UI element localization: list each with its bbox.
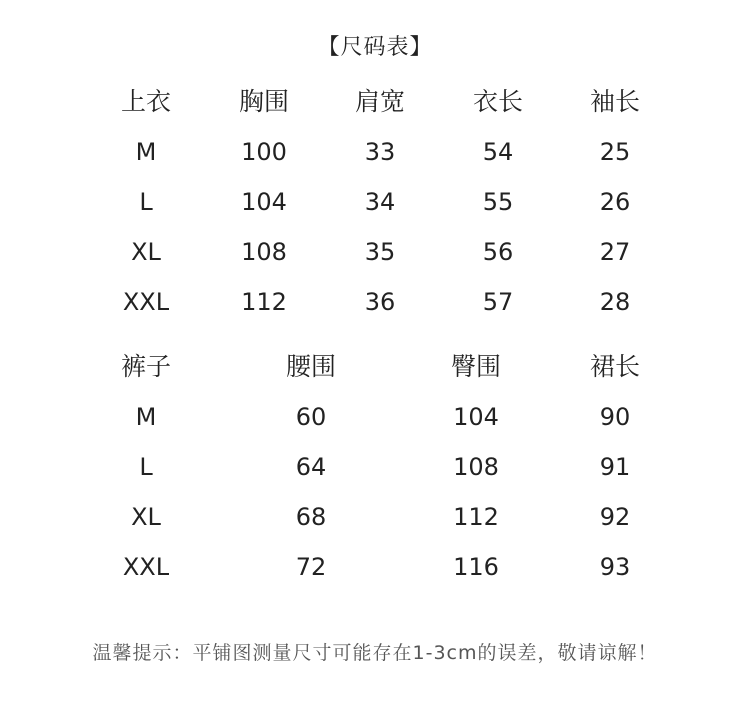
tops-sleeve-cell: 27 bbox=[599, 238, 631, 266]
pants-size-cell: XXL bbox=[122, 553, 170, 581]
tops-chest-cell: 112 bbox=[241, 288, 287, 316]
tops-header-category: 上衣 bbox=[120, 87, 171, 116]
pants-skirt-length-cell: 93 bbox=[599, 553, 631, 581]
pants-header-waist: 腰围 bbox=[285, 352, 336, 381]
tops-sleeve-cell: 28 bbox=[599, 288, 631, 316]
tops-header-chest: 胸围 bbox=[238, 87, 289, 116]
tops-length-cell: 56 bbox=[482, 238, 514, 266]
pants-hip-cell: 116 bbox=[453, 553, 499, 581]
tops-length-cell: 54 bbox=[482, 138, 514, 166]
tops-shoulder-cell: 34 bbox=[364, 188, 396, 216]
pants-skirt-length-cell: 92 bbox=[599, 503, 631, 531]
pants-skirt-length-cell: 91 bbox=[599, 453, 631, 481]
tops-header-sleeve: 袖长 bbox=[589, 87, 640, 116]
pants-header-skirt-length: 裙长 bbox=[589, 352, 640, 381]
tops-sleeve-cell: 25 bbox=[599, 138, 631, 166]
tops-length-cell: 55 bbox=[482, 188, 514, 216]
measurement-note: 温馨提示：平铺图测量尺寸可能存在1-3cm的误差，敬请谅解！ bbox=[92, 642, 658, 664]
pants-hip-cell: 104 bbox=[453, 403, 499, 431]
pants-waist-cell: 68 bbox=[295, 503, 327, 531]
tops-size-cell: M bbox=[135, 138, 157, 166]
tops-shoulder-cell: 35 bbox=[364, 238, 396, 266]
pants-waist-cell: 72 bbox=[295, 553, 327, 581]
tops-chest-cell: 104 bbox=[241, 188, 287, 216]
size-chart-title: 【尺码表】 bbox=[317, 35, 433, 60]
pants-waist-cell: 64 bbox=[295, 453, 327, 481]
pants-size-cell: M bbox=[135, 403, 157, 431]
tops-length-cell: 57 bbox=[482, 288, 514, 316]
tops-size-cell: XXL bbox=[122, 288, 170, 316]
tops-header-length: 衣长 bbox=[472, 87, 523, 116]
pants-header-category: 裤子 bbox=[120, 352, 171, 381]
tops-shoulder-cell: 33 bbox=[364, 138, 396, 166]
pants-waist-cell: 60 bbox=[295, 403, 327, 431]
tops-header-shoulder: 肩宽 bbox=[354, 87, 405, 116]
pants-size-cell: XL bbox=[131, 503, 161, 531]
pants-skirt-length-cell: 90 bbox=[599, 403, 631, 431]
pants-size-cell: L bbox=[139, 453, 153, 481]
pants-hip-cell: 108 bbox=[453, 453, 499, 481]
tops-chest-cell: 100 bbox=[241, 138, 287, 166]
pants-hip-cell: 112 bbox=[453, 503, 499, 531]
tops-shoulder-cell: 36 bbox=[364, 288, 396, 316]
tops-chest-cell: 108 bbox=[241, 238, 287, 266]
tops-size-cell: L bbox=[139, 188, 153, 216]
pants-header-hip: 臀围 bbox=[450, 352, 501, 381]
tops-size-cell: XL bbox=[131, 238, 161, 266]
tops-sleeve-cell: 26 bbox=[599, 188, 631, 216]
